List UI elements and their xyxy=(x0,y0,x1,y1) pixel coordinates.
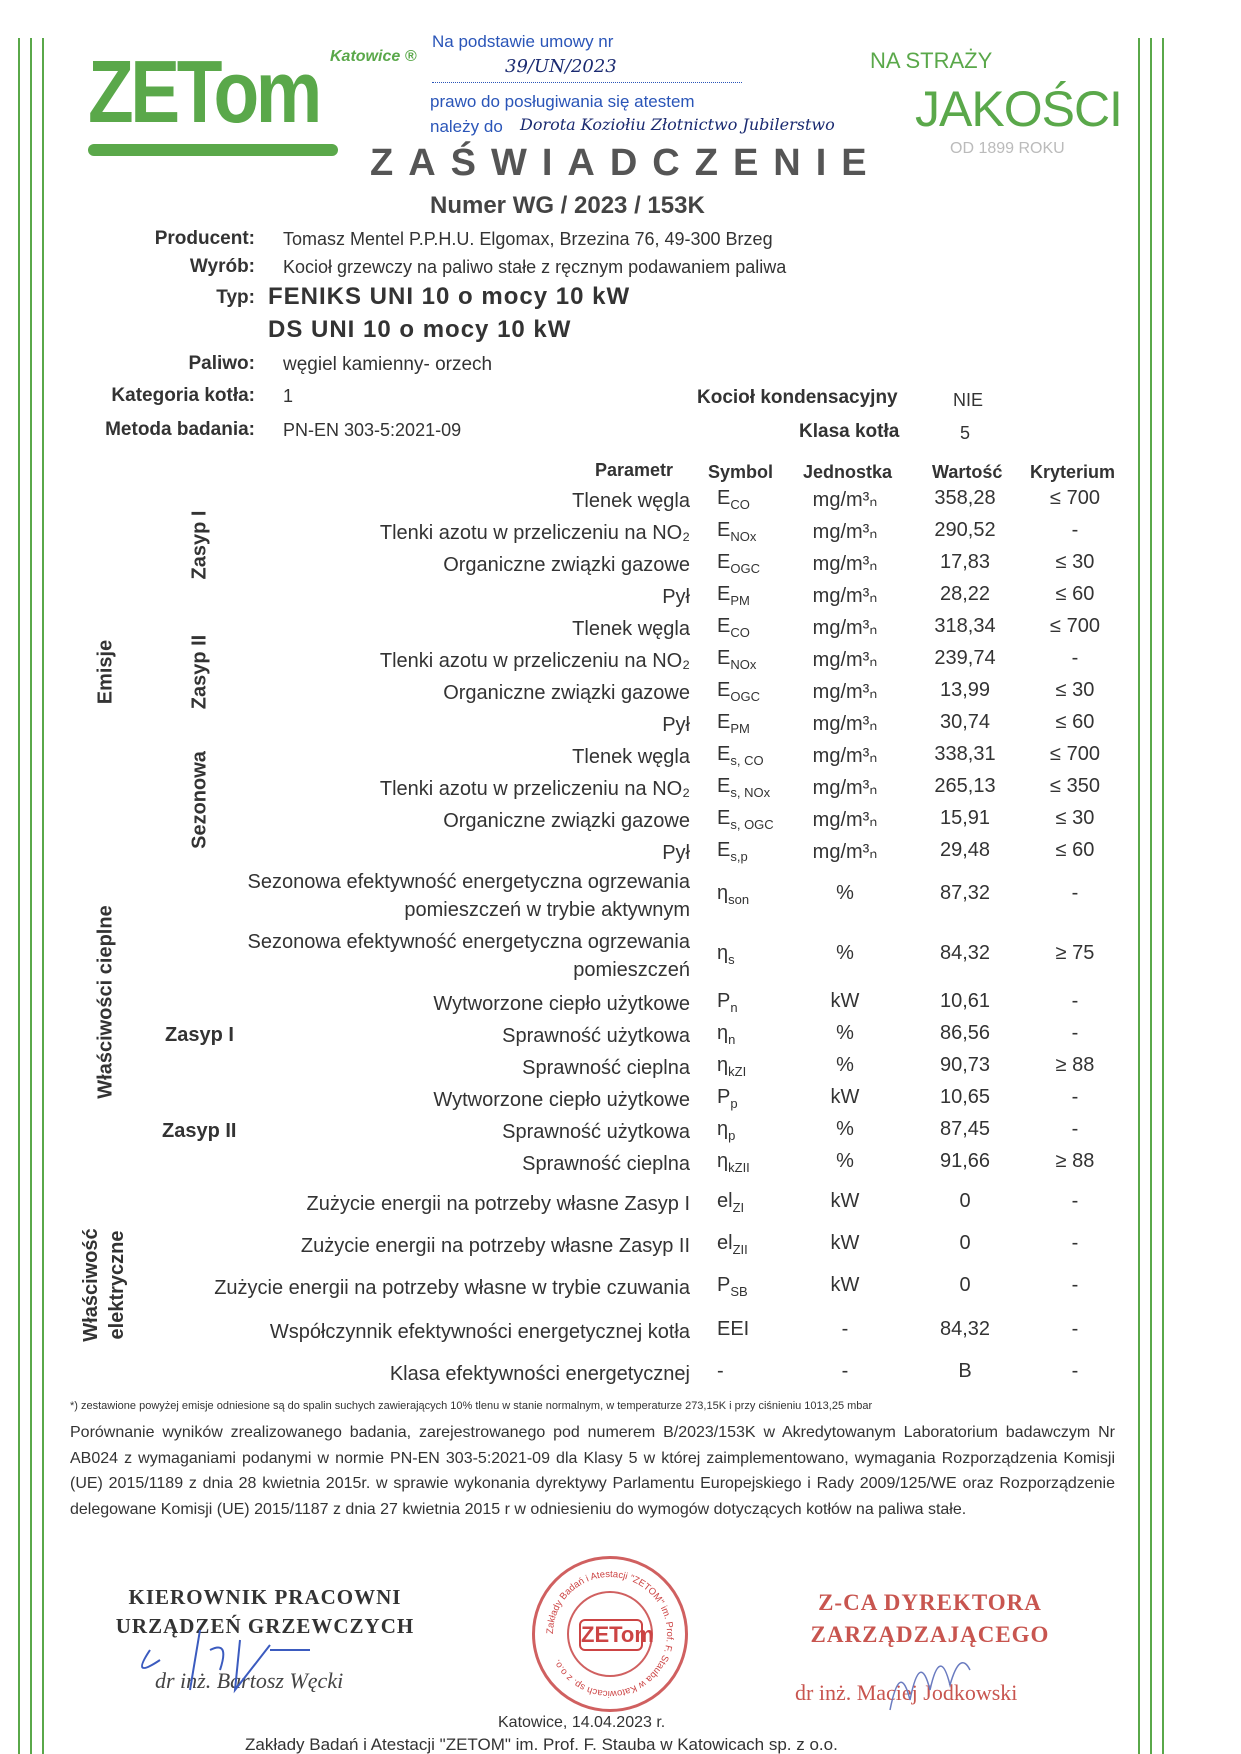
border-line xyxy=(1138,38,1140,1754)
row-symbol xyxy=(717,1360,724,1385)
symbol-base: E xyxy=(717,711,731,733)
row-parameter xyxy=(248,928,690,984)
symbol-base: E xyxy=(717,679,731,701)
row-criterion: - xyxy=(1071,647,1079,669)
row-criterion: - xyxy=(1071,1318,1079,1340)
border-line xyxy=(1162,38,1164,1754)
symbol-base: E xyxy=(717,583,731,605)
symbol-base: el xyxy=(717,1190,733,1212)
symbol-subscript: s, NOx xyxy=(730,785,771,800)
row-unit: mg/m³ₙ xyxy=(812,841,878,863)
row-parameter xyxy=(443,807,690,835)
symbol-base: EEI xyxy=(717,1318,750,1340)
row-symbol xyxy=(717,679,760,704)
row-value: 0 xyxy=(959,1274,971,1296)
group-emissions: Emisje xyxy=(94,639,117,705)
stamp-ring-text: Zakłady Badań i Atestacji "ZETOM" im. Prof. F. Stauba w Katowicach sp. z o.o. xyxy=(544,1568,676,1700)
parameter-text: Tlenki azotu w przeliczeniu na NO₂ xyxy=(379,778,690,800)
row-criterion: - xyxy=(1071,990,1079,1012)
method-label: Metoda badania: xyxy=(105,419,255,440)
symbol-base: el xyxy=(717,1232,733,1254)
belongs-label: należy do xyxy=(430,117,503,136)
row-criterion: ≤ 700 xyxy=(1050,487,1100,509)
symbol-subscript: son xyxy=(728,892,750,907)
row-symbol xyxy=(717,942,735,967)
row-criterion: ≥ 88 xyxy=(1055,1054,1095,1076)
row-parameter xyxy=(443,679,690,707)
group-emissions-charge1: Zasyp I xyxy=(188,510,211,580)
row-parameter xyxy=(380,519,690,547)
row-parameter xyxy=(662,839,690,867)
row-criterion: - xyxy=(1071,1360,1079,1382)
slogan-since: OD 1899 ROKU xyxy=(950,140,1065,157)
parameter-text: Pył xyxy=(662,586,690,608)
row-unit: kW xyxy=(830,990,860,1012)
bottom-company-line: Zakłady Badań i Atestacji "ZETOM" im. Prof. F. Stauba w Katowicach sp. z o.o. xyxy=(245,1735,838,1754)
row-parameter xyxy=(380,775,690,803)
fuel-value: węgiel kamienny- orzech xyxy=(283,354,493,375)
row-criterion: ≤ 30 xyxy=(1055,807,1095,829)
row-unit: mg/m³ₙ xyxy=(812,713,878,735)
row-unit: mg/m³ₙ xyxy=(812,553,878,575)
row-unit: mg/m³ₙ xyxy=(812,809,878,831)
header-symbol: Symbol xyxy=(708,462,774,482)
parameter-text: Tlenek węgla xyxy=(572,746,690,768)
row-criterion: ≥ 88 xyxy=(1055,1150,1095,1172)
group-thermal: Właściwości cieplne xyxy=(94,905,117,1099)
symbol-subscript: PM xyxy=(730,721,750,736)
method-value: PN-EN 303-5:2021-09 xyxy=(283,420,462,440)
row-unit: % xyxy=(836,882,854,904)
right-title-line1: Z-CA DYREKTORA xyxy=(818,1590,1042,1615)
symbol-subscript: OGC xyxy=(730,561,760,576)
left-signatory-name: dr inż. Bartosz Węcki xyxy=(155,1668,344,1693)
header-criterion: Kryterium xyxy=(1030,462,1116,482)
row-unit: mg/m³ₙ xyxy=(812,681,878,703)
row-unit: mg/m³ₙ xyxy=(812,777,878,799)
header-parameter: Parametr xyxy=(595,460,674,480)
row-parameter xyxy=(572,743,690,771)
row-parameter xyxy=(390,1360,690,1388)
parameter-text: Sezonowa efektywność energetyczna ogrzewania xyxy=(247,931,690,953)
row-symbol xyxy=(717,647,756,672)
category-value: 1 xyxy=(283,386,294,406)
symbol-subscript: n xyxy=(728,1032,736,1047)
row-parameter xyxy=(662,711,690,739)
row-unit: mg/m³ₙ xyxy=(812,489,878,511)
logo-text: ZETom xyxy=(88,42,319,141)
row-value: 84,32 xyxy=(939,1318,991,1340)
row-unit: mg/m³ₙ xyxy=(812,649,878,671)
row-value: 358,28 xyxy=(934,487,996,509)
row-criterion: ≤ 30 xyxy=(1055,679,1095,701)
producer-value: Tomasz Mentel P.P.H.U. Elgomax, Brzezina 76, 49-300 Brzeg xyxy=(283,229,773,249)
fuel-label: Paliwo: xyxy=(188,353,255,374)
footnote: *) zestawione powyżej emisje odniesione są do spalin suchych zawierających 10% tlenu w stanie normalnym, w temperaturze 273,15K i przy ciśnieniu 1013,25 mbar xyxy=(70,1400,873,1412)
row-symbol xyxy=(717,1118,735,1143)
row-symbol xyxy=(717,1150,750,1175)
row-criterion: - xyxy=(1071,1086,1079,1108)
document-title: ZAŚWIADCZENIE xyxy=(370,142,882,184)
symbol-subscript: NOx xyxy=(730,657,757,672)
parameter-text: Tlenek węgla xyxy=(572,618,690,640)
symbol-subscript: s xyxy=(728,952,735,967)
row-parameter xyxy=(270,1318,690,1346)
contract-line xyxy=(432,82,742,83)
right-title-line2: ZARZĄDZAJĄCEGO xyxy=(810,1622,1050,1647)
parameter-text: Tlenki azotu w przeliczeniu na NO₂ xyxy=(379,522,690,544)
symbol-subscript: s, OGC xyxy=(730,817,774,832)
symbol-subscript: SB xyxy=(730,1284,748,1299)
row-symbol xyxy=(717,743,764,768)
class-label: Klasa kotła xyxy=(799,421,900,442)
row-parameter xyxy=(214,1274,690,1302)
logo-city: Katowice ® xyxy=(330,48,417,65)
row-value: 28,22 xyxy=(939,583,991,605)
symbol-base: η xyxy=(717,1150,729,1172)
symbol-subscript: p xyxy=(728,1128,736,1143)
row-symbol xyxy=(717,1022,735,1047)
type-value-2: DS UNI 10 o mocy 10 kW xyxy=(268,316,572,343)
parameter-text: Tlenek węgla xyxy=(572,490,690,512)
group-electric: Właściwość elektryczne xyxy=(80,1228,128,1342)
row-criterion: - xyxy=(1071,882,1079,904)
row-symbol xyxy=(717,839,748,864)
row-value: 86,56 xyxy=(939,1022,991,1044)
symbol-subscript: PM xyxy=(730,593,750,608)
row-parameter xyxy=(522,1150,690,1178)
row-parameter xyxy=(380,647,690,675)
contract-label: Na podstawie umowy nr xyxy=(432,32,614,51)
left-title-line2: URZĄDZEŃ GRZEWCZYCH xyxy=(115,1614,415,1638)
symbol-base: η xyxy=(717,1054,729,1076)
row-value: 318,34 xyxy=(934,615,996,637)
row-criterion: ≤ 60 xyxy=(1055,839,1095,861)
parameter-text: Sprawność użytkowa xyxy=(502,1121,690,1143)
parameter-text-line2: pomieszczeń w trybie aktywnym xyxy=(404,899,690,921)
row-unit: - xyxy=(841,1318,849,1340)
producer-label: Producent: xyxy=(154,228,255,249)
symbol-subscript: CO xyxy=(730,625,750,640)
row-parameter xyxy=(443,551,690,579)
parameter-text: Tlenki azotu w przeliczeniu na NO₂ xyxy=(379,650,690,672)
slogan-top-text: NA STRAŻY xyxy=(870,48,993,73)
symbol-base: E xyxy=(717,519,731,541)
row-unit: - xyxy=(841,1360,849,1382)
type-value-1: FENIKS UNI 10 o mocy 10 kW xyxy=(268,283,631,310)
row-value: 87,32 xyxy=(939,882,991,904)
row-value: 10,61 xyxy=(939,990,991,1012)
row-parameter xyxy=(433,990,690,1018)
row-value: 15,91 xyxy=(939,807,991,829)
slogan-main: JAKOŚCI xyxy=(915,81,1122,137)
row-symbol xyxy=(717,1232,748,1257)
row-criterion: ≤ 60 xyxy=(1055,711,1095,733)
symbol-subscript: kZI xyxy=(728,1064,747,1079)
left-title-line1: KIEROWNIK PRACOWNI xyxy=(128,1585,402,1609)
parameter-text: Współczynnik efektywności energetycznej kotła xyxy=(269,1321,690,1343)
type-label: Typ: xyxy=(216,287,255,308)
row-criterion: - xyxy=(1071,1274,1079,1296)
row-value: 87,45 xyxy=(939,1118,991,1140)
right-label: prawo do posługiwania się atestem xyxy=(430,92,695,111)
symbol-base: η xyxy=(717,1022,729,1044)
row-criterion: ≤ 350 xyxy=(1050,775,1100,797)
symbol-subscript: CO xyxy=(730,497,750,512)
parameter-text: Wytworzone ciepło użytkowe xyxy=(433,993,690,1015)
row-symbol xyxy=(717,882,749,907)
row-unit: % xyxy=(836,1022,854,1044)
row-criterion: ≤ 700 xyxy=(1050,615,1100,637)
row-value: 0 xyxy=(959,1232,971,1254)
group-emissions-charge2: Zasyp II xyxy=(188,634,211,710)
row-criterion: ≤ 700 xyxy=(1050,743,1100,765)
row-value: B xyxy=(958,1360,972,1382)
row-value: 239,74 xyxy=(934,647,996,669)
symbol-subscript: s,p xyxy=(730,849,748,864)
parameter-text-line2: pomieszczeń xyxy=(573,959,690,981)
row-unit: % xyxy=(836,1118,854,1140)
row-value: 290,52 xyxy=(934,519,996,541)
symbol-base: E xyxy=(717,743,731,765)
certificate-number: Numer WG / 2023 / 153K xyxy=(430,192,705,219)
symbol-base: E xyxy=(717,487,731,509)
symbol-base: E xyxy=(717,775,731,797)
row-parameter xyxy=(662,583,690,611)
row-symbol xyxy=(717,519,756,544)
symbol-base: - xyxy=(717,1360,724,1382)
row-criterion: ≤ 30 xyxy=(1055,551,1095,573)
row-symbol xyxy=(717,615,750,640)
row-criterion: - xyxy=(1071,1190,1079,1212)
parameter-text: Pył xyxy=(662,714,690,736)
row-unit: % xyxy=(836,1054,854,1076)
row-symbol xyxy=(717,1054,746,1079)
symbol-base: E xyxy=(717,615,731,637)
row-unit: mg/m³ₙ xyxy=(812,745,878,767)
symbol-subscript: ZI xyxy=(732,1200,745,1215)
parameter-text: Sprawność użytkowa xyxy=(502,1025,690,1047)
row-value: 30,74 xyxy=(939,711,991,733)
symbol-base: E xyxy=(717,807,731,829)
row-parameter xyxy=(502,1022,690,1050)
row-value: 10,65 xyxy=(939,1086,991,1108)
contract-number: 39/UN/2023 xyxy=(505,56,617,77)
row-symbol xyxy=(717,551,760,576)
class-value: 5 xyxy=(960,423,971,443)
row-value: 84,32 xyxy=(939,942,991,964)
row-value: 29,48 xyxy=(939,839,991,861)
row-symbol xyxy=(717,1274,748,1299)
row-symbol xyxy=(717,775,770,800)
left-signature xyxy=(120,1610,340,1700)
group-seasonal: Sezonowa xyxy=(188,751,211,849)
header-value: Wartość xyxy=(932,462,1003,482)
parameter-text: Wytworzone ciepło użytkowe xyxy=(433,1089,690,1111)
row-symbol xyxy=(717,807,774,832)
right-signature xyxy=(860,1640,980,1720)
row-criterion: - xyxy=(1071,1232,1079,1254)
logo-bar xyxy=(88,144,338,156)
header-unit: Jednostka xyxy=(803,462,893,482)
company-stamp xyxy=(532,1556,688,1712)
row-symbol xyxy=(717,1190,744,1215)
row-unit: mg/m³ₙ xyxy=(812,617,878,639)
row-unit: mg/m³ₙ xyxy=(812,585,878,607)
conclusion-paragraph: Porównanie wyników zrealizowanego badania, zarejestrowanego pod numerem B/2023/153K w Akredytowanym Laboratorium badawczym Nr AB024 z wymaganiami podanymi w normie PN-EN 303-5:2021-09 dla Klasy 5 w której zaimplementowano, wymagania Rozporządzenia Komisji (UE) 2015/1189 z dnia 28 kwietnia 2015r. w sprawie wykonania dyrektywy Parlamentu Europejskiego i Rady 2009/125/WE oraz Rozporządzenie delegowane Komisji (UE) 2015/1187 z dnia 27 kwietnia 2015 r w odniesieniu do wymogów dotyczących kotłów na paliwa stałe. xyxy=(70,1424,1115,1518)
product-label: Wyrób: xyxy=(189,256,255,277)
parameter-text: Organiczne związki gazowe xyxy=(443,682,690,704)
row-parameter xyxy=(306,1190,690,1218)
row-value: 338,31 xyxy=(934,743,996,765)
stamp-logo: ZETom xyxy=(579,1619,643,1651)
symbol-subscript: n xyxy=(730,1000,738,1015)
row-value: 91,66 xyxy=(939,1150,991,1172)
row-criterion: ≥ 75 xyxy=(1055,942,1095,964)
row-unit: mg/m³ₙ xyxy=(812,521,878,543)
symbol-base: η xyxy=(717,1118,729,1140)
symbol-base: E xyxy=(717,647,731,669)
symbol-subscript: NOx xyxy=(730,529,757,544)
border-line xyxy=(1150,38,1152,1754)
row-symbol xyxy=(717,990,738,1015)
symbol-base: η xyxy=(717,942,729,964)
row-parameter xyxy=(572,487,690,515)
row-parameter xyxy=(301,1232,690,1260)
row-value: 17,83 xyxy=(939,551,991,573)
row-value: 265,13 xyxy=(934,775,996,797)
symbol-subscript: s, CO xyxy=(730,753,764,768)
row-symbol xyxy=(717,583,750,608)
symbol-base: P xyxy=(717,990,731,1012)
symbol-subscript: OGC xyxy=(730,689,760,704)
parameter-text: Organiczne związki gazowe xyxy=(443,810,690,832)
row-symbol xyxy=(717,487,750,512)
parameter-text: Zużycie energii na potrzeby własne Zasyp I xyxy=(306,1193,690,1215)
row-unit: % xyxy=(836,942,854,964)
parameter-text: Zużycie energii na potrzeby własne Zasyp II xyxy=(300,1235,690,1257)
symbol-base: E xyxy=(717,551,731,573)
group-thermal-charge1: Zasyp I xyxy=(165,1024,234,1046)
row-unit: kW xyxy=(830,1274,860,1296)
zetom-logo xyxy=(88,42,418,158)
parameter-text: Sezonowa efektywność energetyczna ogrzewania xyxy=(247,871,690,893)
right-signatory-name: dr inż. Maciej Jodkowski xyxy=(795,1680,1018,1705)
symbol-base: E xyxy=(717,839,731,861)
row-value: 0 xyxy=(959,1190,971,1212)
row-parameter xyxy=(248,868,690,924)
condensing-value: NIE xyxy=(953,390,984,410)
symbol-base: P xyxy=(717,1086,731,1108)
slogan-top xyxy=(870,48,992,74)
symbol-base: P xyxy=(717,1274,731,1296)
row-symbol xyxy=(717,1086,738,1111)
symbol-subscript: kZII xyxy=(728,1160,750,1175)
row-unit: kW xyxy=(830,1232,860,1254)
row-parameter xyxy=(522,1054,690,1082)
parameter-text: Organiczne związki gazowe xyxy=(443,554,690,576)
row-unit: kW xyxy=(830,1086,860,1108)
parameter-text: Sprawność cieplna xyxy=(522,1153,690,1175)
parameter-text: Klasa efektywności energetycznej xyxy=(389,1363,690,1385)
row-parameter xyxy=(502,1118,690,1146)
row-criterion: - xyxy=(1071,519,1079,541)
row-symbol xyxy=(717,711,750,736)
row-unit: % xyxy=(836,1150,854,1172)
condensing-label: Kocioł kondensacyjny xyxy=(697,387,898,408)
group-thermal-charge2: Zasyp II xyxy=(162,1120,237,1142)
parameter-text: Zużycie energii na potrzeby własne w trybie czuwania xyxy=(214,1277,690,1299)
row-parameter xyxy=(572,615,690,643)
row-value: 90,73 xyxy=(939,1054,991,1076)
parameter-text: Pył xyxy=(662,842,690,864)
symbol-subscript: p xyxy=(730,1096,738,1111)
row-parameter xyxy=(433,1086,690,1114)
place-date: Katowice, 14.04.2023 r. xyxy=(498,1714,666,1731)
product-value: Kocioł grzewczy na paliwo stałe z ręcznym podawaniem paliwa xyxy=(283,257,787,277)
row-value: 13,99 xyxy=(939,679,991,701)
parameter-text: Sprawność cieplna xyxy=(522,1057,690,1079)
row-criterion: - xyxy=(1071,1118,1079,1140)
symbol-base: η xyxy=(717,882,729,904)
row-criterion: - xyxy=(1071,1022,1079,1044)
category-label: Kategoria kotła: xyxy=(111,385,255,406)
symbol-subscript: ZII xyxy=(732,1242,748,1257)
row-criterion: ≤ 60 xyxy=(1055,583,1095,605)
row-unit: kW xyxy=(830,1190,860,1212)
belongs-to: Dorota Koziołiu Złotnictwo Jubilerstwo xyxy=(520,115,835,134)
row-symbol xyxy=(717,1318,749,1343)
